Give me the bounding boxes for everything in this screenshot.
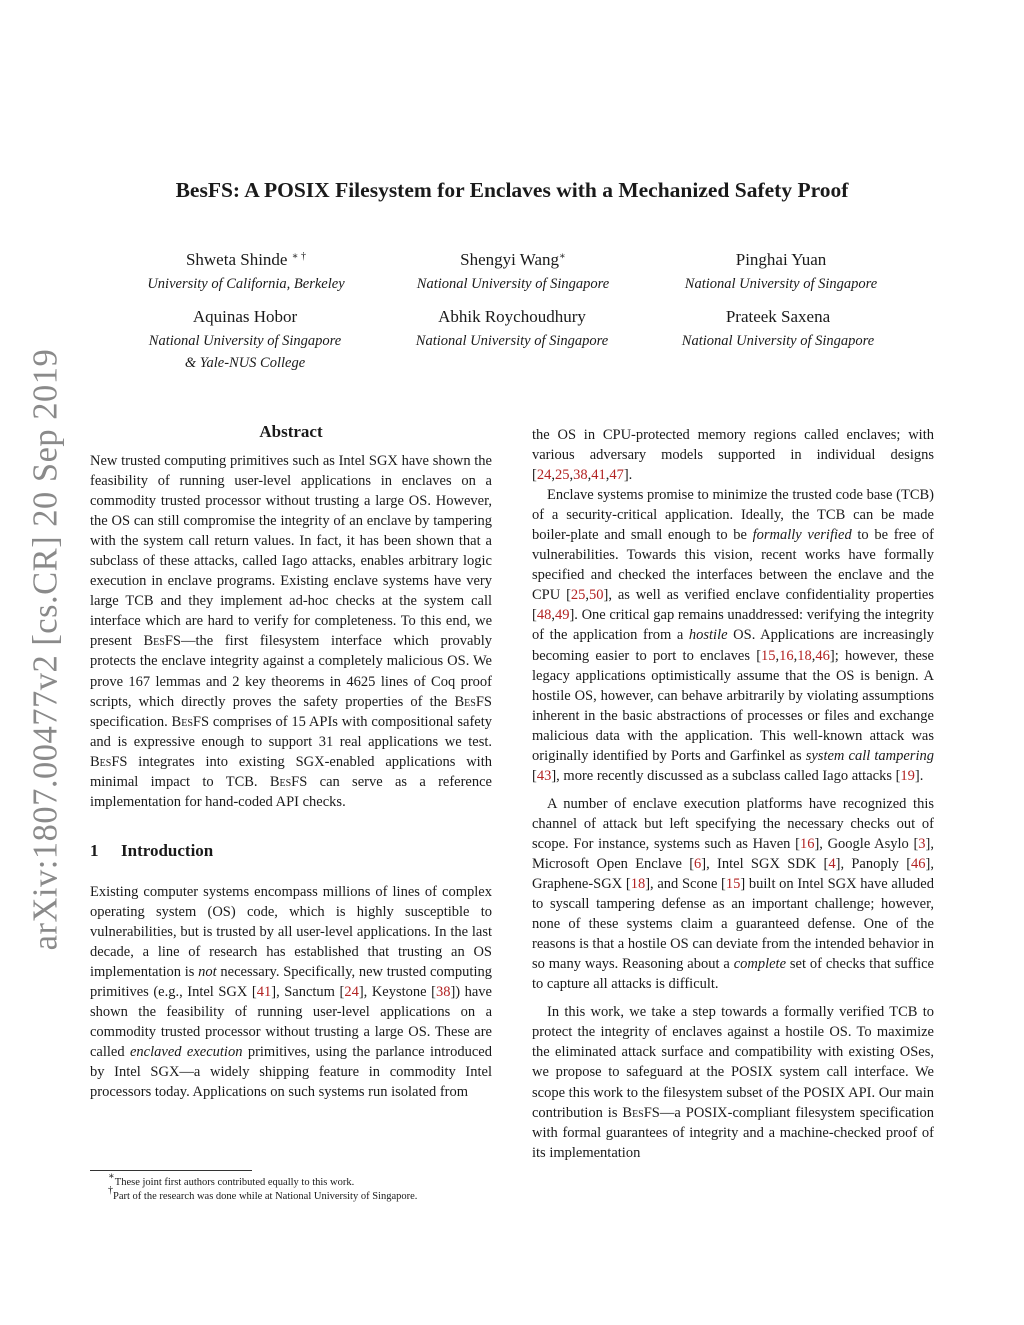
footnote-2: †Part of the research was done while at National University of Singapore. <box>108 1185 418 1202</box>
citation-link[interactable]: 6 <box>694 855 702 872</box>
citation-link[interactable]: 16 <box>799 835 815 852</box>
citation-link[interactable]: 48 <box>536 607 552 624</box>
author-name: Shweta Shinde <box>185 250 288 269</box>
author-name: Pinghai Yuan <box>735 250 827 269</box>
citation-link[interactable]: 25 <box>570 587 586 604</box>
author-affiliation: National University of Singapore <box>415 333 609 349</box>
left-column <box>90 421 492 1102</box>
author-affiliation: University of California, Berkeley <box>147 276 345 292</box>
author-block-saxena <box>638 306 918 352</box>
citation-link[interactable]: 50 <box>589 587 604 604</box>
section-title: Introduction <box>121 840 214 860</box>
author-name: Shengyi Wang <box>460 250 560 269</box>
author-affiliation: National University of Singapore <box>416 276 610 292</box>
author-block-wang <box>373 249 653 295</box>
author-affiliation: National University of Singapore <box>148 333 342 349</box>
abstract-heading: Abstract <box>259 422 323 441</box>
footnote-1: ∗These joint first authors contributed equally to this work. <box>108 1171 355 1188</box>
right-paragraph-2: Enclave systems promise to minimize the trusted code base (TCB) of a security-critical application. Ideally, the TCB can be made boiler-plate and small enough to be formally verified to be free of vulnerabilities. Towards this vision, recent works have formally specified and checked the interfaces between the enclave and the CPU [25,50], as well as verified enclave confidentiality properties [48,49]. One critical gap remains unaddressed: verifying the integrity of the application from a hostile OS. Applications are increasingly becoming easier to port to enclaves [15,16,18,46]; however, these legacy applications optimistically assume that the OS is benign. A hostile OS, however, can behave arbitrarily by violating assumptions inherent in the basic abstractions of processes or files and exchange malicious data with the application. This well-known attack was originally identified by Ports and Garfinkel as system call tampering [43], more recently discussed as a subclass called Iago attacks [19]. <box>532 487 935 784</box>
citation-link[interactable]: 18 <box>797 647 812 664</box>
citation-link[interactable]: 38 <box>435 984 451 1001</box>
right-paragraph-3: A number of enclave execution platforms have recognized this channel of attack but left specifying the necessary checks out of scope. For instance, systems such as Haven [16], Google Asylo [3], Microsoft Open Enclave [6], Intel SGX SDK [4], Panoply [46], Graphene-SGX [18], and Scone [15] built on Intel SGX have alluded to syscall tampering defense as an important challenge; however, none of these systems claim a guaranteed defense. One of the reasons is that a hostile OS can deviate from the intended behavior in so many ways. Reasoning about a complete set of checks that suffice to capture all attacks is difficult. <box>532 795 935 993</box>
citation-link[interactable]: 19 <box>900 767 915 784</box>
author-affiliation: National University of Singapore <box>684 276 878 292</box>
footnotes <box>90 1171 500 1204</box>
citation-link[interactable]: 24 <box>536 467 552 484</box>
arxiv-stamp-text: arXiv:1807.00477v2 [cs.CR] 20 Sep 2019 <box>26 348 65 950</box>
abstract-body: New trusted computing primitives such as Intel SGX have shown the feasibility of running user-level applications in enclaves on a commodity trusted processor without trusting a large OS. However, the OS can still compromise the integrity of an enclave by tampering with the system call return values. In fact, it has been shown that a subclass of these attacks, called Iago attacks, enables arbitrary logic execution in enclave programs. Existing enclave systems have very large TCB and they implement ad-hoc checks at the system call interface which are hard to verify for completeness. To this end, we present BesFS—the first filesystem interface which provably protects the enclave integrity against a completely malicious OS. We prove 167 lemmas and 2 key theorems in 4625 lines of Coq proof scripts, which directly proves the safety properties of the BesFS specification. BesFS comprises of 15 APIs with compositional safety and is expressive enough to support 31 real applications we test. BesFS integrates into existing SGX-enabled applications with minimal impact to TCB. BesFS can serve as a reference implementation for hand-coded API checks. <box>90 453 493 810</box>
author-affiliation-2: & Yale-NUS College <box>184 355 306 371</box>
author-block-yuan <box>641 249 921 295</box>
citation-link[interactable]: 46 <box>815 647 830 664</box>
citation-link[interactable]: 46 <box>911 855 926 872</box>
author-name: Abhik Roychoudhury <box>438 307 586 326</box>
author-footnote-mark: ∗ † <box>291 251 307 262</box>
citation-link[interactable]: 24 <box>344 984 359 1001</box>
citation-link[interactable]: 18 <box>630 876 646 893</box>
author-footnote-mark: ∗ <box>559 251 566 262</box>
citation-link[interactable]: 41 <box>591 467 606 484</box>
citation-link[interactable]: 16 <box>779 647 794 664</box>
section-heading-introduction <box>90 840 492 862</box>
citation-link[interactable]: 43 <box>536 767 552 784</box>
citation-link[interactable]: 3 <box>918 835 926 852</box>
author-name: Aquinas Hobor <box>192 307 298 326</box>
citation-link[interactable]: 4 <box>828 855 836 872</box>
right-column <box>532 425 934 1163</box>
author-block-hobor <box>105 306 385 374</box>
author-affiliation: National University of Singapore <box>681 333 875 349</box>
author-name: Prateek Saxena <box>725 307 831 326</box>
paper-title: BesFS: A POSIX Filesystem for Enclaves with a Mechanized Safety Proof <box>175 178 849 202</box>
arxiv-stamp <box>22 348 70 950</box>
citation-link[interactable]: 47 <box>609 467 624 484</box>
citation-link[interactable]: 25 <box>554 467 570 484</box>
author-block-roychoudhury <box>372 306 652 352</box>
section-number: 1 <box>90 840 99 860</box>
citation-link[interactable]: 49 <box>554 607 570 624</box>
citation-link[interactable]: 15 <box>761 647 776 664</box>
citation-link[interactable]: 38 <box>573 467 588 484</box>
citation-link[interactable]: 41 <box>256 984 272 1001</box>
author-block-shinde <box>106 249 386 295</box>
intro-paragraph-1: Existing computer systems encompass millions of lines of complex operating system (OS) code, which is highly susceptible to vulnerabilities, but is trusted by all user-level applications. In the last decade, a line of research has established that trusting an OS implementation is not necessary. Specifically, new trusted computing primitives (e.g., Intel SGX [41], Sanctum [24], Keystone [38]) have shown the feasibility of running user-level applications on a commodity trusted processor without trusting a large OS. These are called enclaved execution primitives, using the parlance introduced by Intel SGX—a widely shipping feature in commodity Intel processors today. Applications on such systems run isolated from <box>90 883 492 1101</box>
citation-link[interactable]: 15 <box>725 876 741 893</box>
right-paragraph-4: In this work, we take a step towards a formally verified TCB to protect the integrity of enclaves against a hostile OS. To maximize the eliminated attack surface and compatibility with existing OSes, we propose to safeguard at the POSIX system call interface. We scope this work to the filesystem subset of the POSIX API. Our main contribution is BesFS—a POSIX-compliant filesystem specification with formal guarantees of integrity and a machine-checked proof of its implementation <box>532 1004 934 1161</box>
right-paragraph-1: the OS in CPU-protected memory regions called enclaves; with various adversary models supported in individual designs [24,25,38,41,47]. <box>532 427 934 484</box>
